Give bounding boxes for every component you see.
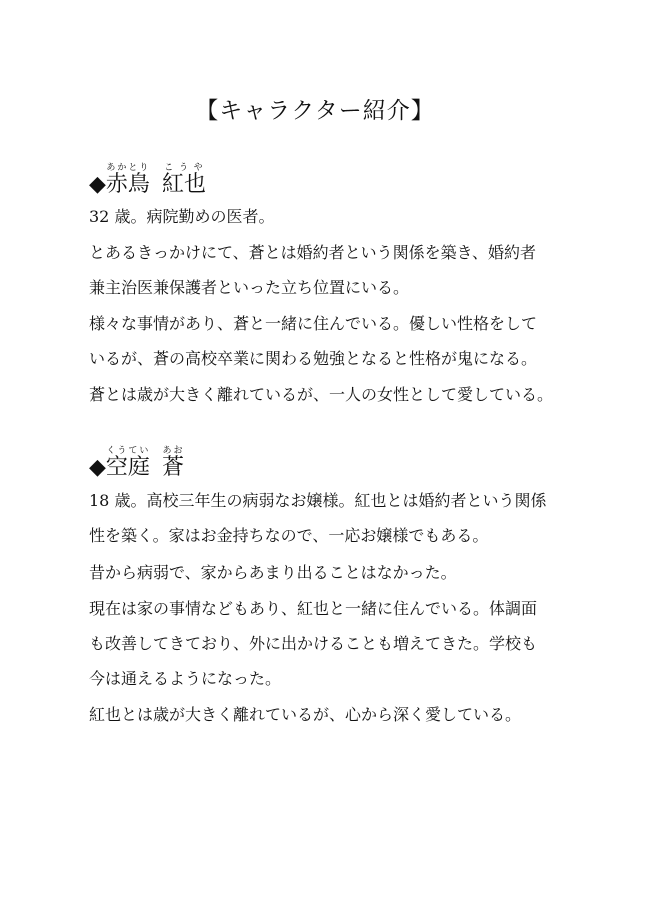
diamond-bullet-icon: ◆	[89, 455, 106, 480]
text-line: も改善してきており、外に出かけることも増えてきた。学校も	[89, 634, 538, 653]
surname-reading: あかとり	[105, 163, 150, 173]
surname-reading: くうてい	[105, 446, 150, 456]
text-line: 18 歳。高校三年生の病弱なお嬢様。紅也とは婚約者という関係	[89, 491, 547, 510]
character-description-paragraph	[89, 199, 575, 234]
surname: 空庭	[105, 455, 150, 480]
given-name-reading: こうや	[161, 163, 206, 173]
character-description-paragraph	[89, 555, 575, 590]
text-line: 32 歳。病院勤めの医者。	[89, 207, 275, 226]
text-line: 今は通えるようになった。	[89, 669, 282, 688]
surname: 赤鳥	[105, 172, 150, 197]
text-line: いるが、蒼の高校卒業に関わる勉強となると性格が鬼になる。	[89, 349, 538, 368]
character-heading-akatori	[89, 163, 206, 199]
text-line: 紅也とは歳が大きく離れているが、心から深く愛している。	[89, 705, 522, 724]
surname-ruby	[105, 446, 150, 480]
character-description-paragraph	[89, 306, 575, 376]
given-name-ruby	[161, 446, 184, 480]
text-line: 昔から病弱で、家からあまり出ることはなかった。	[89, 563, 457, 582]
text-line: 現在は家の事情などもあり、紅也と一緒に住んでいる。体調面	[89, 599, 538, 618]
character-description-paragraph	[89, 591, 575, 696]
text-line: 蒼とは歳が大きく離れているが、一人の女性として愛している。	[89, 385, 554, 404]
surname-ruby	[105, 163, 150, 197]
character-description-paragraph	[89, 235, 575, 305]
diamond-bullet-icon: ◆	[89, 172, 106, 197]
given-name-reading: あお	[161, 446, 184, 456]
character-description-paragraph	[89, 377, 575, 412]
given-name: 蒼	[161, 455, 184, 480]
character-description-paragraph	[89, 483, 575, 553]
given-name: 紅也	[161, 172, 206, 197]
text-line: 性を築く。家はお金持ちなので、一応お嬢様でもある。	[89, 526, 489, 545]
text-line: 様々な事情があり、蒼と一緒に住んでいる。優しい性格をして	[89, 314, 538, 333]
given-name-ruby	[161, 163, 206, 197]
page-title: 【キャラクター紹介】	[195, 98, 435, 124]
text-line: 兼主治医兼保護者といった立ち位置にいる。	[89, 278, 410, 297]
text-line: とあるきっかけにて、蒼とは婚約者という関係を築き、婚約者	[89, 243, 537, 262]
character-description-paragraph	[89, 697, 575, 732]
character-heading-kuutei	[89, 446, 184, 482]
